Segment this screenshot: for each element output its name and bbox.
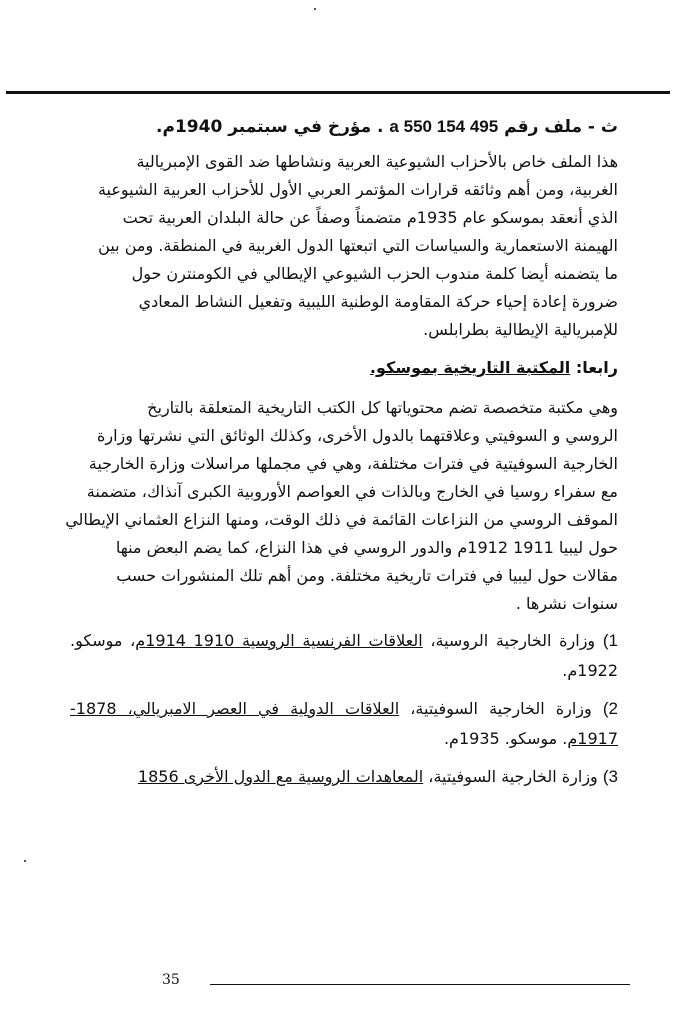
list-title: المعاهدات الروسية مع الدول الأخرى 1856 xyxy=(137,767,424,786)
page-body xyxy=(65,112,619,792)
section-prefix: رابعا: xyxy=(570,358,618,377)
reference-date: . مؤرخ في سبتمبر 1940م. xyxy=(156,117,384,137)
list-title: العلاقات الدولية في العصر الامبريالي، 1878-1917م xyxy=(70,699,618,748)
paragraph-line: سنوات نشرها . xyxy=(515,594,618,613)
scan-speck xyxy=(24,860,26,862)
list-publication: ، موسكو. 1922م. xyxy=(70,631,618,680)
list-item xyxy=(70,694,618,754)
paragraph-line: هذا الملف خاص بالأحزاب الشيوعية العربية ونشاطها ضد القوى الإمبريالية xyxy=(136,152,618,171)
paragraph-library xyxy=(65,394,618,618)
paragraph-line: حول ليبيا 1911 1912م والدور الروسي في هذا النزاع، كما يضم البعض منها xyxy=(115,538,618,557)
list-number: 3) xyxy=(602,767,618,786)
list-source: وزارة الخارجية السوفيتية، xyxy=(399,699,592,718)
list-item xyxy=(70,626,618,686)
list-source: وزارة الخارجية السوفيتية، xyxy=(423,767,598,786)
paragraph-line: الروسي و السوفيتي وعلاقتهما بالدول الأخرى، وكذلك الوثائق التي نشرتها وزارة xyxy=(97,426,618,445)
list-source: وزارة الخارجية الروسية، xyxy=(422,631,596,650)
reference-line xyxy=(70,112,618,142)
paragraph-line: للإمبريالية الإيطالية بطرابلس. xyxy=(423,320,618,339)
list-item xyxy=(70,762,618,792)
page-number: 35 xyxy=(162,972,180,988)
paragraph-line: مقالات حول ليبيا في فترات تاريخية مختلفة. ومن أهم تلك المنشورات حسب xyxy=(116,566,618,585)
footer-rule xyxy=(210,984,630,985)
paragraph-line: الخارجية السوفيتية في فترات مختلفة، وهي في مجملها مراسلات وزارة الخارجية xyxy=(88,454,618,473)
list-publication: . موسكو. 1935م. xyxy=(443,729,568,748)
paragraph-line: ما يتضمنه أيضا كلمة مندوب الحزب الشيوعي الإيطالي في الكومنترن حول xyxy=(131,264,618,283)
paragraph-line: الموقف الروسي من النزاعات القائمة في ذلك الوقت، ومنها النزاع العثماني الإيطالي xyxy=(65,510,618,529)
list-title: العلاقات الفرنسية الروسية 1910 1914م xyxy=(135,631,423,650)
paragraph-archive-file xyxy=(70,148,618,344)
scan-speck xyxy=(314,8,316,10)
list-number: 2) xyxy=(602,699,619,718)
reference-number: 495 154 550 a xyxy=(389,117,499,136)
paragraph-line: الهيمنة الاستعمارية والسياسات التي اتبعتها الدول الغربية في المنطقة. ومن بين xyxy=(98,236,618,255)
top-rule xyxy=(6,91,670,94)
section-title: المكتبة التاريخية بموسكو. xyxy=(369,358,571,377)
paragraph-line: وهي مكتبة متخصصة تضم محتوياتها كل الكتب التاريخية المتعلقة بالتاريخ xyxy=(147,398,618,417)
reference-label: ث - ملف رقم xyxy=(504,117,618,137)
paragraph-line: الذي أنعقد بموسكو عام 1935م متضمناً وصفاً عن حالة البلدان العربية تحت xyxy=(122,208,618,227)
list-number: 1) xyxy=(602,631,619,650)
paragraph-line: الغربية، ومن أهم وثائقه قرارات المؤتمر العربي الأول للأحزاب العربية الشيوعية xyxy=(97,180,618,199)
section-heading xyxy=(70,354,618,382)
paragraph-line: مع سفراء روسيا في الخارج وبالذات في العواصم الأوروبية الكبرى آنذاك، متضمنة xyxy=(86,482,618,501)
paragraph-line: ضرورة إعادة إحياء حركة المقاومة الوطنية الليبية وتفعيل النشاط المعادي xyxy=(138,292,618,311)
